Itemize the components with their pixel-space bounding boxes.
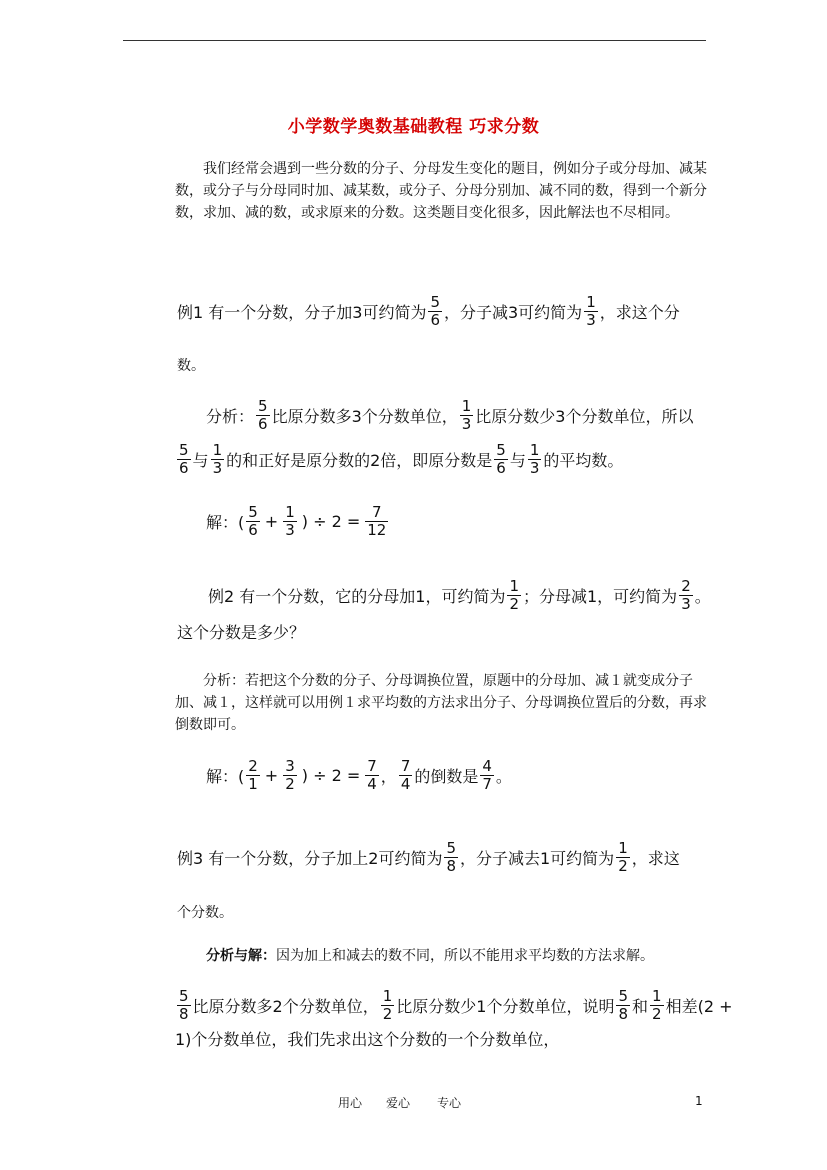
fraction: $\frac{5}{8}$ <box>618 987 629 1023</box>
fraction: $\frac{7}{4}$ <box>367 757 377 793</box>
ex2-question-line1 <box>208 578 711 613</box>
ex1-an-text-c: 比原分数少3个分数单位，所以 <box>475 407 694 426</box>
header-rule <box>123 40 706 41</box>
ex3-analysis-line1 <box>175 988 733 1023</box>
fraction: $\frac{7}{4}$ <box>400 757 411 793</box>
fraction: $\frac{3}{2}$ <box>285 757 295 793</box>
fraction: $\frac{2}{3}$ <box>681 577 691 613</box>
ex1-an-text-b: 比原分数多3个分数单位， <box>271 407 458 426</box>
solution-op: ) ÷ 2 = <box>301 512 361 531</box>
fraction: $\frac{5}{6}$ <box>179 441 189 477</box>
ex1-an2-text-a: 与 <box>192 451 209 470</box>
solution-label: 解：( <box>206 513 245 532</box>
ex3-q-text-a: 例3 有一个分数，分子加上2可约简为 <box>177 849 443 868</box>
ex3-analysis-text: 因为加上和减去的数不同，所以不能用求平均数的方法求解。 <box>276 948 654 964</box>
ex2-sol-text-e: 的倒数是 <box>414 767 479 786</box>
ex2-analysis <box>175 670 715 736</box>
solution-label: 解：( <box>206 767 245 786</box>
plus-sign: + <box>264 512 279 531</box>
footer-item-3: 专心 <box>437 1096 462 1110</box>
ex3-l1-text-a: 比原分数多2个分数单位， <box>192 997 379 1016</box>
fraction: $\frac{5}{8}$ <box>179 987 189 1023</box>
footer-item-2: 爱心 <box>386 1096 411 1110</box>
ex1-an2-text-b: 的和正好是原分数的2倍，即原分数是 <box>226 451 493 470</box>
fraction: $\frac{1}{2}$ <box>382 987 393 1023</box>
ex3-q-text-b: ，分子减去1可约简为 <box>460 849 615 868</box>
ex1-q-text-d: 数。 <box>177 358 205 374</box>
ex3-q-text-c: ，求这 <box>631 849 680 868</box>
ex3-analysis-intro <box>206 945 654 965</box>
ex1-analysis-line2 <box>175 442 623 477</box>
fraction: $\frac{1}{3}$ <box>285 503 295 539</box>
ex2-solution <box>206 758 512 793</box>
fraction: $\frac{7}{12}$ <box>367 503 387 539</box>
ex2-q-text-c: 。 <box>694 587 711 606</box>
fraction: $\frac{5}{6}$ <box>258 397 268 433</box>
fraction: $\frac{1}{3}$ <box>212 441 223 477</box>
fraction: $\frac{1}{2}$ <box>652 987 662 1023</box>
plus-sign: + <box>264 766 279 785</box>
fraction: $\frac{2}{1}$ <box>248 757 258 793</box>
ex2-sol-text-g: 。 <box>495 767 512 786</box>
fraction: $\frac{1}{2}$ <box>509 577 519 613</box>
ex3-l1-text-b: 比原分数少1个分数单位，说明 <box>396 997 615 1016</box>
fraction: $\frac{5}{8}$ <box>446 839 456 875</box>
analysis-solution-label: 分析与解： <box>206 948 276 964</box>
intro-text: 我们经常会遇到一些分数的分子、分母发生变化的题目，例如分子或分母加、减某数，或分子与分母同时加、减某数，或分子、分母分别加、减不同的数，得到一个新分数，求加、减的数，或求原来的分数。这类题目变化很多，因此解法也不尽相同。 <box>175 161 707 221</box>
ex2-q-text-b: ；分母减1，可约简为 <box>523 587 678 606</box>
fraction: $\frac{5}{6}$ <box>430 293 440 329</box>
ex3-question-line2 <box>177 902 233 922</box>
intro-paragraph <box>175 158 715 224</box>
ex1-q-text-c: ，求这个分 <box>599 303 680 322</box>
ex2-sol-text-d: ， <box>380 767 397 786</box>
fraction: $\frac{1}{3}$ <box>586 293 596 329</box>
ex2-question-line2 <box>177 620 305 643</box>
ex1-an2-text-d: 的平均数。 <box>543 451 624 470</box>
ex2-analysis-text: 分析：若把这个分数的分子、分母调换位置，原题中的分母加、减１就变成分子加、减１，这样就可以用例１求平均数的方法求出分子、分母调换位置后的分数，再求倒数即可。 <box>175 673 707 733</box>
ex1-question-line2 <box>177 355 205 375</box>
ex1-q-text-b: ，分子减3可约简为 <box>444 303 583 322</box>
ex2-q-text-d: 这个分数是多少？ <box>177 623 306 642</box>
ex1-question-line1 <box>177 294 680 329</box>
ex1-q-text-a: 例1 有一个分数，分子加3可约简为 <box>177 303 427 322</box>
solution-op: ) ÷ 2 = <box>301 766 361 785</box>
fraction: $\frac{5}{6}$ <box>496 441 506 477</box>
fraction: $\frac{5}{6}$ <box>248 503 258 539</box>
fraction: $\frac{1}{3}$ <box>461 397 472 433</box>
fraction: $\frac{1}{2}$ <box>618 839 628 875</box>
ex3-analysis-line2 <box>175 1027 559 1050</box>
fraction: $\frac{4}{7}$ <box>482 757 492 793</box>
ex1-analysis-line1 <box>206 398 693 433</box>
ex3-l1-text-d: 相差(2 + <box>665 997 733 1016</box>
ex2-q-text-a: 例2 有一个分数，它的分母加1，可约简为 <box>208 587 506 606</box>
ex3-l2-text: 1)个分数单位，我们先求出这个分数的一个分数单位， <box>175 1030 560 1049</box>
fraction: $\frac{1}{3}$ <box>529 441 540 477</box>
analysis-label: 分析： <box>206 407 255 426</box>
page-number: 1 <box>695 1094 703 1108</box>
ex1-an2-text-c: 与 <box>509 451 526 470</box>
page-title: 小学数学奥数基础教程 巧求分数 <box>287 117 540 137</box>
ex1-solution <box>206 504 390 539</box>
footer-item-1: 用心 <box>338 1096 363 1110</box>
ex3-question-line1 <box>177 840 680 875</box>
ex3-q-text-d: 个分数。 <box>177 905 233 921</box>
ex3-l1-text-c: 和 <box>632 997 649 1016</box>
